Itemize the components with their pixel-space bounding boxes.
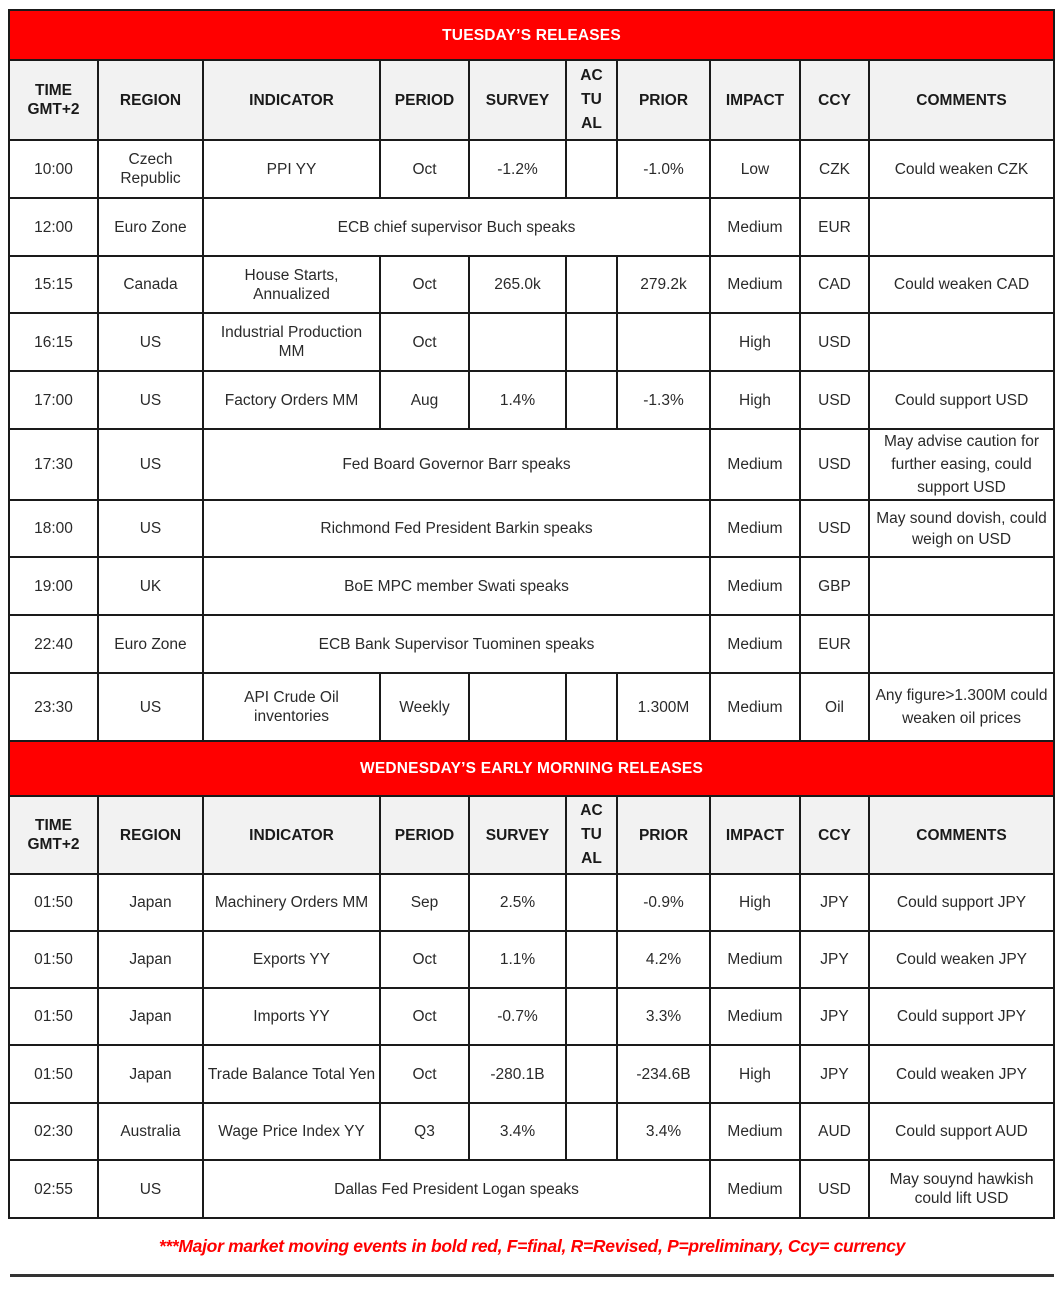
col-impact: IMPACT (710, 60, 800, 140)
economic-calendar (8, 9, 1053, 1219)
ccy-cell: EUR (800, 615, 869, 673)
period-cell: Weekly (380, 673, 469, 741)
col-comments: COMMENTS (869, 60, 1054, 140)
indicator-cell: Imports YY (203, 988, 380, 1045)
survey-cell: 265.0k (469, 256, 566, 313)
comments-cell (869, 557, 1054, 615)
table-row (9, 371, 1054, 429)
comments-cell: Could weaken JPY (869, 1045, 1054, 1103)
tuesday-section (9, 10, 1054, 741)
actual-cell (566, 140, 617, 198)
region-cell: Japan (98, 931, 203, 988)
actual-cell (566, 371, 617, 429)
ccy-cell: EUR (800, 198, 869, 256)
col-prior: PRIOR (617, 60, 710, 140)
event-cell: Dallas Fed President Logan speaks (203, 1160, 710, 1218)
impact-cell: Medium (710, 198, 800, 256)
ccy-cell: CZK (800, 140, 869, 198)
time-cell: 17:30 (9, 429, 98, 500)
prior-cell: 3.3% (617, 988, 710, 1045)
time-cell: 18:00 (9, 500, 98, 557)
comments-cell: Could support USD (869, 371, 1054, 429)
period-cell: Aug (380, 371, 469, 429)
col-indicator: INDICATOR (203, 60, 380, 140)
time-cell: 01:50 (9, 931, 98, 988)
time-cell: 16:15 (9, 313, 98, 371)
impact-cell: Low (710, 140, 800, 198)
region-cell: US (98, 429, 203, 500)
comments-cell: Could weaken CZK (869, 140, 1054, 198)
indicator-cell: Factory Orders MM (203, 371, 380, 429)
event-cell: ECB Bank Supervisor Tuominen speaks (203, 615, 710, 673)
survey-cell (469, 673, 566, 741)
survey-cell: -1.2% (469, 140, 566, 198)
col-period: PERIOD (380, 60, 469, 140)
comments-cell: Could support AUD (869, 1103, 1054, 1160)
col-comments: COMMENTS (869, 796, 1054, 874)
comments-cell: May advise caution for further easing, could support USD (869, 429, 1054, 500)
survey-cell: -0.7% (469, 988, 566, 1045)
region-cell: US (98, 500, 203, 557)
impact-cell: Medium (710, 988, 800, 1045)
impact-cell: Medium (710, 557, 800, 615)
ccy-cell: JPY (800, 874, 869, 931)
region-cell: Euro Zone (98, 615, 203, 673)
time-cell: 22:40 (9, 615, 98, 673)
ccy-cell: JPY (800, 931, 869, 988)
comments-cell (869, 198, 1054, 256)
period-cell: Oct (380, 313, 469, 371)
ccy-cell: JPY (800, 1045, 869, 1103)
time-cell: 01:50 (9, 988, 98, 1045)
col-ccy: CCY (800, 60, 869, 140)
time-cell: 17:00 (9, 371, 98, 429)
actual-cell (566, 988, 617, 1045)
event-cell: ECB chief supervisor Buch speaks (203, 198, 710, 256)
region-cell: US (98, 1160, 203, 1218)
table-row (9, 673, 1054, 741)
indicator-cell: API Crude Oil inventories (203, 673, 380, 741)
prior-cell: -234.6B (617, 1045, 710, 1103)
table-row (9, 1045, 1054, 1103)
wednesday-section (9, 741, 1054, 1218)
comments-cell: Could support JPY (869, 874, 1054, 931)
indicator-cell: House Starts, Annualized (203, 256, 380, 313)
prior-cell: 4.2% (617, 931, 710, 988)
wednesday-title: WEDNESDAY’S EARLY MORNING RELEASES (9, 741, 1054, 796)
col-period: PERIOD (380, 796, 469, 874)
actual-cell (566, 313, 617, 371)
prior-cell (617, 313, 710, 371)
table-row (9, 874, 1054, 931)
survey-cell: 1.1% (469, 931, 566, 988)
region-cell: Japan (98, 874, 203, 931)
region-cell: US (98, 313, 203, 371)
region-cell: Japan (98, 1045, 203, 1103)
region-cell: Australia (98, 1103, 203, 1160)
impact-cell: Medium (710, 1103, 800, 1160)
table-row (9, 313, 1054, 371)
ccy-cell: CAD (800, 256, 869, 313)
calendar-table (8, 9, 1055, 1219)
time-cell: 02:30 (9, 1103, 98, 1160)
col-actual: AC TU AL (566, 796, 617, 874)
tuesday-title: TUESDAY’S RELEASES (9, 10, 1054, 60)
region-cell: UK (98, 557, 203, 615)
region-cell: Canada (98, 256, 203, 313)
impact-cell: High (710, 371, 800, 429)
time-cell: 10:00 (9, 140, 98, 198)
table-row (9, 931, 1054, 988)
prior-cell: 3.4% (617, 1103, 710, 1160)
table-row (9, 140, 1054, 198)
ccy-cell: Oil (800, 673, 869, 741)
prior-cell: 1.300M (617, 673, 710, 741)
period-cell: Oct (380, 931, 469, 988)
comments-cell: Could weaken JPY (869, 931, 1054, 988)
actual-cell (566, 931, 617, 988)
table-row (9, 500, 1054, 557)
prior-cell: -0.9% (617, 874, 710, 931)
col-time: TIME GMT+2 (9, 60, 98, 140)
impact-cell: Medium (710, 931, 800, 988)
col-survey: SURVEY (469, 60, 566, 140)
comments-cell: May sound dovish, could weigh on USD (869, 500, 1054, 557)
table-row (9, 1160, 1054, 1218)
table-row (9, 1103, 1054, 1160)
ccy-cell: USD (800, 500, 869, 557)
col-actual: AC TU AL (566, 60, 617, 140)
ccy-cell: USD (800, 371, 869, 429)
survey-cell: 2.5% (469, 874, 566, 931)
table-row (9, 256, 1054, 313)
impact-cell: Medium (710, 1160, 800, 1218)
comments-cell: Could support JPY (869, 988, 1054, 1045)
col-ccy: CCY (800, 796, 869, 874)
ccy-cell: USD (800, 1160, 869, 1218)
comments-cell (869, 615, 1054, 673)
table-row (9, 988, 1054, 1045)
actual-cell (566, 256, 617, 313)
divider-rule (10, 1274, 1054, 1277)
table-row (9, 557, 1054, 615)
comments-cell: Any figure>1.300M could weaken oil prices (869, 673, 1054, 741)
comments-cell: May souynd hawkish could lift USD (869, 1160, 1054, 1218)
region-cell: US (98, 371, 203, 429)
table-row (9, 429, 1054, 500)
ccy-cell: AUD (800, 1103, 869, 1160)
ccy-cell: USD (800, 429, 869, 500)
impact-cell: Medium (710, 673, 800, 741)
time-cell: 12:00 (9, 198, 98, 256)
indicator-cell: Industrial Production MM (203, 313, 380, 371)
col-impact: IMPACT (710, 796, 800, 874)
survey-cell (469, 313, 566, 371)
time-cell: 15:15 (9, 256, 98, 313)
indicator-cell: Machinery Orders MM (203, 874, 380, 931)
col-region: REGION (98, 60, 203, 140)
survey-cell: -280.1B (469, 1045, 566, 1103)
indicator-cell: Exports YY (203, 931, 380, 988)
impact-cell: Medium (710, 256, 800, 313)
comments-cell (869, 313, 1054, 371)
comments-cell: Could weaken CAD (869, 256, 1054, 313)
prior-cell: -1.0% (617, 140, 710, 198)
indicator-cell: Trade Balance Total Yen (203, 1045, 380, 1103)
ccy-cell: USD (800, 313, 869, 371)
time-cell: 01:50 (9, 874, 98, 931)
impact-cell: High (710, 313, 800, 371)
event-cell: BoE MPC member Swati speaks (203, 557, 710, 615)
time-cell: 01:50 (9, 1045, 98, 1103)
col-survey: SURVEY (469, 796, 566, 874)
table-row (9, 198, 1054, 256)
column-header-row (9, 60, 1054, 140)
ccy-cell: JPY (800, 988, 869, 1045)
impact-cell: High (710, 874, 800, 931)
survey-cell: 1.4% (469, 371, 566, 429)
region-cell: Japan (98, 988, 203, 1045)
period-cell: Oct (380, 1045, 469, 1103)
actual-cell (566, 1045, 617, 1103)
period-cell: Oct (380, 988, 469, 1045)
actual-cell (566, 874, 617, 931)
impact-cell: Medium (710, 429, 800, 500)
actual-cell (566, 673, 617, 741)
region-cell: Euro Zone (98, 198, 203, 256)
table-row (9, 615, 1054, 673)
indicator-cell: PPI YY (203, 140, 380, 198)
indicator-cell: Wage Price Index YY (203, 1103, 380, 1160)
event-cell: Fed Board Governor Barr speaks (203, 429, 710, 500)
time-cell: 19:00 (9, 557, 98, 615)
col-region: REGION (98, 796, 203, 874)
ccy-cell: GBP (800, 557, 869, 615)
impact-cell: Medium (710, 500, 800, 557)
survey-cell: 3.4% (469, 1103, 566, 1160)
column-header-row (9, 796, 1054, 874)
time-cell: 02:55 (9, 1160, 98, 1218)
footnote: ***Major market moving events in bold red, F=final, R=Revised, P=preliminary, Ccy= currency (158, 1236, 906, 1256)
col-time: TIME GMT+2 (9, 796, 98, 874)
prior-cell: 279.2k (617, 256, 710, 313)
region-cell: US (98, 673, 203, 741)
period-cell: Oct (380, 140, 469, 198)
col-prior: PRIOR (617, 796, 710, 874)
time-cell: 23:30 (9, 673, 98, 741)
period-cell: Sep (380, 874, 469, 931)
impact-cell: Medium (710, 615, 800, 673)
event-cell: Richmond Fed President Barkin speaks (203, 500, 710, 557)
period-cell: Q3 (380, 1103, 469, 1160)
impact-cell: High (710, 1045, 800, 1103)
prior-cell: -1.3% (617, 371, 710, 429)
period-cell: Oct (380, 256, 469, 313)
actual-cell (566, 1103, 617, 1160)
region-cell: Czech Republic (98, 140, 203, 198)
col-indicator: INDICATOR (203, 796, 380, 874)
